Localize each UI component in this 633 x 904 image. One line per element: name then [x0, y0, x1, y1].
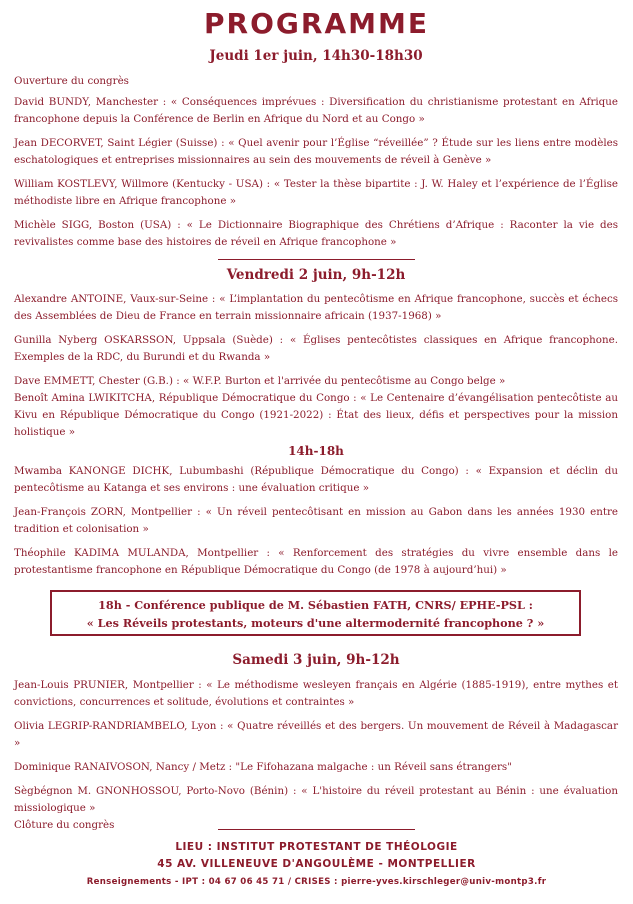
- day3-entry-legrip: Olivia LEGRIP-RANDRIAMBELO, Lyon : « Quatre réveillés et des bergers. Un mouvement de Réveil à Madagascar »: [14, 720, 618, 749]
- day2-entry-lwikitcha: Benoît Amina LWIKITCHA, République Démocratique du Congo : « Le Centenaire d’évangélisation pentecôtiste au Kivu en République Démocratique du Congo (1921-2022) : État des lieux, défis et perspectives pour la mission holistique »: [14, 392, 618, 438]
- footer-contact: Renseignements - IPT : 04 67 06 45 71 / CRISES : pierre-yves.kirschleger@univ-montp3.fr: [86, 877, 547, 887]
- day2-heading: Vendredi 2 juin, 9h-12h: [226, 267, 406, 283]
- day1-entry-decorvet: Jean DECORVET, Saint Légier (Suisse) : « Quel avenir pour l’Église “réveillée” ? Étude sur les liens entre modèles eschatologiques et entreprises missionnaires au sein des mouvements de réveil à Genève »: [14, 137, 618, 166]
- day2-section: [14, 266, 618, 579]
- day2-entry-zorn: Jean-François ZORN, Montpellier : « Un réveil pentecôtisant en mission au Gabon dans les années 1930 entre tradition et colonisation »: [14, 506, 618, 535]
- day3-entry-closing: Clôture du congrès: [14, 819, 115, 831]
- day1-entry-opening: Ouverture du congrès: [14, 75, 129, 87]
- footer-venue: LIEU : INSTITUT PROTESTANT DE THÉOLOGIE: [175, 841, 458, 853]
- day2-entry-oskarsson: Gunilla Nyberg OSKARSSON, Uppsala (Suède) : « Églises pentecôtistes classiques en Afrique francophone. Exemples de la RDC, du Burundi et du Rwanda »: [14, 334, 618, 363]
- day1-entry-sigg: Michèle SIGG, Boston (USA) : « Le Dictionnaire Biographique des Chrétiens d’Afrique : Raconter la vie des revivalistes comme base des histoires de réveil en Afrique francophone »: [14, 219, 618, 248]
- day3-entry-prunier: Jean-Louis PRUNIER, Montpellier : « Le méthodisme wesleyen français en Algérie (1885-1919), entre mythes et convictions, concurrences et solitude, évolutions et contraintes »: [14, 679, 618, 708]
- footer-address: 45 AV. VILLENEUVE D'ANGOULÈME - MONTPELLIER: [157, 858, 476, 870]
- day2-entry-kanonge: Mwamba KANONGE DICHK, Lubumbashi (République Démocratique du Congo) : « Expansion et déclin du pentecôtisme au Katanga et ses environs : une évaluation critique »: [14, 465, 618, 494]
- day1-heading: Jeudi 1er juin, 14h30-18h30: [209, 48, 423, 64]
- day3-section: [14, 651, 618, 834]
- day3-heading: Samedi 3 juin, 9h-12h: [232, 652, 400, 668]
- divider-footer: [218, 829, 415, 830]
- day2-entry-kadima: Théophile KADIMA MULANDA, Montpellier : « Renforcement des stratégies du vivre ensemble dans le protestantisme francophone en République Démocratique du Congo (de 1978 à aujourd’hui) »: [14, 547, 618, 576]
- day1-entry-kostlevy: William KOSTLEVY, Willmore (Kentucky - USA) : « Tester la thèse bipartite : J. W. Haley et l’expérience de l’Église méthodiste libre en Afrique francophone »: [14, 178, 618, 207]
- day3-entry-ranaivoson: Dominique RANAIVOSON, Nancy / Metz : "Le Fifohazana malgache : un Réveil sans étrangers": [14, 761, 512, 773]
- day2-afternoon-heading: 14h-18h: [288, 444, 344, 458]
- day2-entry-antoine: Alexandre ANTOINE, Vaux-sur-Seine : « L’implantation du pentecôtisme en Afrique francophone, succès et échecs des Assemblées de Dieu de France en terrain missionnaire africain (1937-1968) »: [14, 293, 618, 322]
- conference-line2: « Les Réveils protestants, moteurs d'une altermodernité francophone ? »: [86, 616, 545, 630]
- day1-section: [14, 47, 618, 251]
- public-conference-box: [50, 590, 581, 636]
- page-title: PROGRAMME: [204, 7, 429, 40]
- divider-day1: [218, 259, 415, 260]
- day3-entry-gnonhossou: Sègbégnon M. GNONHOSSOU, Porto-Novo (Bénin) : « L'histoire du réveil protestant au Bénin : une évaluation missiologique »: [14, 785, 618, 814]
- conference-line1: 18h - Conférence publique de M. Sébastien FATH, CNRS/ EPHE-PSL :: [98, 598, 533, 612]
- day2-entry-emmett: Dave EMMETT, Chester (G.B.) : « W.F.P. Burton et l'arrivée du pentecôtisme au Congo belge »: [14, 375, 506, 387]
- day1-entry-bundy: David BUNDY, Manchester : « Conséquences imprévues : Diversification du christianisme protestant en Afrique francophone depuis la Conférence de Berlin en Afrique du Nord et au Congo »: [14, 96, 618, 125]
